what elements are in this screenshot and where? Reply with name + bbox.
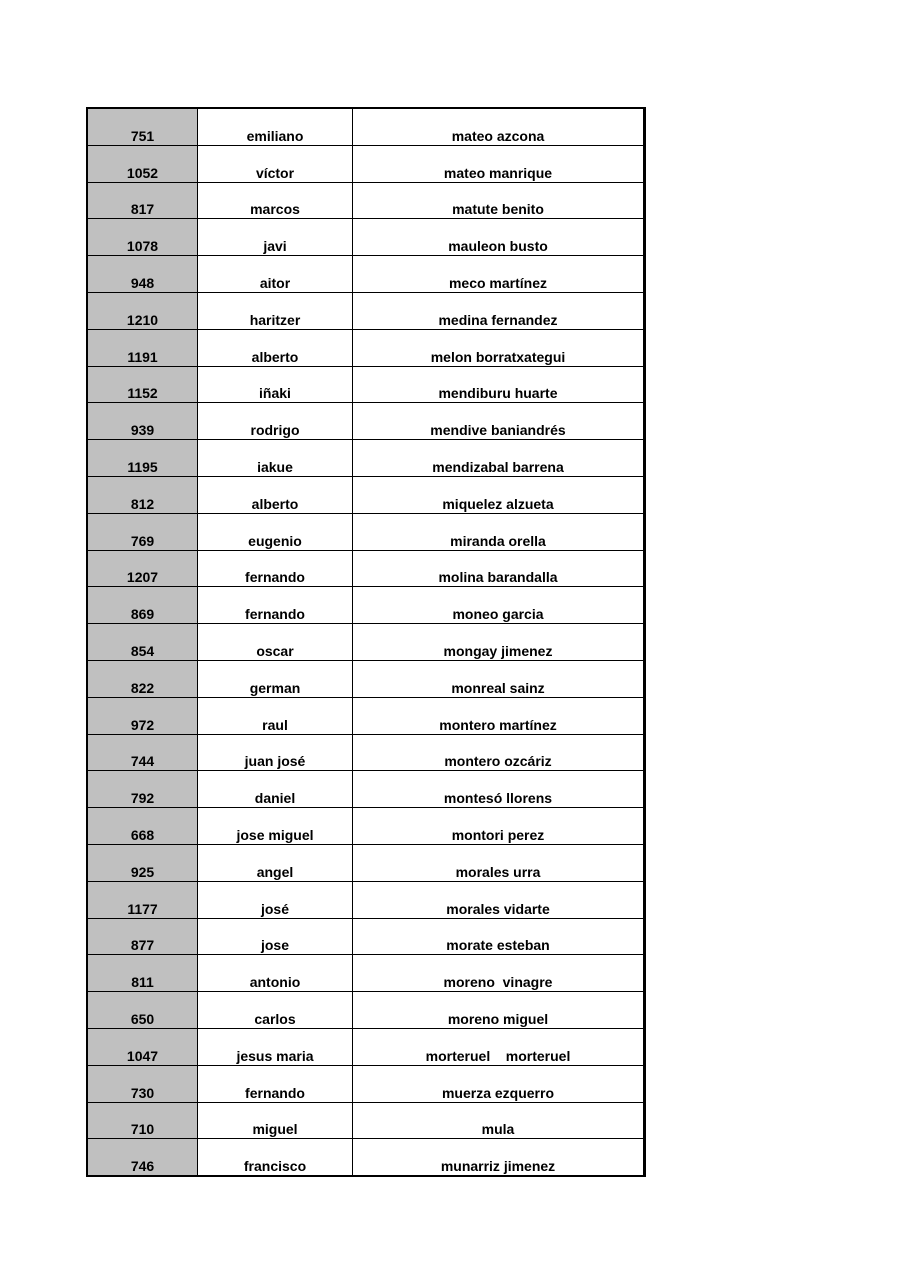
id-cell: 1078: [87, 219, 198, 256]
table-row: [87, 808, 645, 845]
table-row: [87, 513, 645, 550]
last-name-cell: melon borratxategui: [353, 329, 645, 366]
id-cell: 822: [87, 660, 198, 697]
table-row: [87, 992, 645, 1029]
first-name-cell: jose miguel: [198, 808, 353, 845]
last-name-cell: matute benito: [353, 182, 645, 219]
id-cell: 869: [87, 587, 198, 624]
last-name-cell: morales vidarte: [353, 881, 645, 918]
last-name-cell: mendiburu huarte: [353, 366, 645, 403]
id-cell: 972: [87, 697, 198, 734]
first-name-cell: raul: [198, 697, 353, 734]
table-row: [87, 660, 645, 697]
last-name-cell: mula: [353, 1102, 645, 1139]
first-name-cell: marcos: [198, 182, 353, 219]
last-name-cell: morales urra: [353, 844, 645, 881]
table-row: [87, 403, 645, 440]
id-cell: 948: [87, 256, 198, 293]
table-row: [87, 476, 645, 513]
id-cell: 925: [87, 844, 198, 881]
table-row: [87, 624, 645, 661]
table-row: [87, 587, 645, 624]
first-name-cell: oscar: [198, 624, 353, 661]
id-cell: 1047: [87, 1028, 198, 1065]
last-name-cell: munarriz jimenez: [353, 1139, 645, 1176]
first-name-cell: jesus maria: [198, 1028, 353, 1065]
table-row: [87, 366, 645, 403]
last-name-cell: meco martínez: [353, 256, 645, 293]
id-cell: 730: [87, 1065, 198, 1102]
table-row: [87, 734, 645, 771]
first-name-cell: iakue: [198, 440, 353, 477]
last-name-cell: medina fernandez: [353, 292, 645, 329]
first-name-cell: jose: [198, 918, 353, 955]
first-name-cell: iñaki: [198, 366, 353, 403]
first-name-cell: fernando: [198, 550, 353, 587]
table-row: [87, 108, 645, 145]
first-name-cell: miguel: [198, 1102, 353, 1139]
id-cell: 854: [87, 624, 198, 661]
first-name-cell: carlos: [198, 992, 353, 1029]
first-name-cell: haritzer: [198, 292, 353, 329]
id-cell: 744: [87, 734, 198, 771]
first-name-cell: rodrigo: [198, 403, 353, 440]
table-row: [87, 881, 645, 918]
table-row: [87, 771, 645, 808]
id-cell: 817: [87, 182, 198, 219]
first-name-cell: eugenio: [198, 513, 353, 550]
first-name-cell: alberto: [198, 329, 353, 366]
last-name-cell: montori perez: [353, 808, 645, 845]
table-row: [87, 550, 645, 587]
first-name-cell: josé: [198, 881, 353, 918]
first-name-cell: juan josé: [198, 734, 353, 771]
id-cell: 746: [87, 1139, 198, 1176]
table-row: [87, 329, 645, 366]
table-row: [87, 844, 645, 881]
table-row: [87, 1139, 645, 1176]
last-name-cell: miranda orella: [353, 513, 645, 550]
last-name-cell: mendive baniandrés: [353, 403, 645, 440]
last-name-cell: molina barandalla: [353, 550, 645, 587]
roster-table: [86, 107, 646, 1177]
first-name-cell: fernando: [198, 1065, 353, 1102]
first-name-cell: víctor: [198, 145, 353, 182]
id-cell: 877: [87, 918, 198, 955]
table-row: [87, 440, 645, 477]
table-row: [87, 918, 645, 955]
last-name-cell: monreal sainz: [353, 660, 645, 697]
first-name-cell: alberto: [198, 476, 353, 513]
roster-body: [87, 108, 645, 1176]
last-name-cell: mateo azcona: [353, 108, 645, 145]
first-name-cell: fernando: [198, 587, 353, 624]
table-row: [87, 292, 645, 329]
table-row: [87, 1065, 645, 1102]
last-name-cell: miquelez alzueta: [353, 476, 645, 513]
last-name-cell: moreno miguel: [353, 992, 645, 1029]
id-cell: 751: [87, 108, 198, 145]
last-name-cell: morteruel morteruel: [353, 1028, 645, 1065]
id-cell: 650: [87, 992, 198, 1029]
id-cell: 1052: [87, 145, 198, 182]
last-name-cell: montesó llorens: [353, 771, 645, 808]
table-row: [87, 182, 645, 219]
table-row: [87, 955, 645, 992]
id-cell: 939: [87, 403, 198, 440]
last-name-cell: mongay jimenez: [353, 624, 645, 661]
first-name-cell: antonio: [198, 955, 353, 992]
table-row: [87, 145, 645, 182]
table-row: [87, 1028, 645, 1065]
last-name-cell: moreno vinagre: [353, 955, 645, 992]
id-cell: 811: [87, 955, 198, 992]
id-cell: 1207: [87, 550, 198, 587]
last-name-cell: moneo garcia: [353, 587, 645, 624]
last-name-cell: mateo manrique: [353, 145, 645, 182]
last-name-cell: mauleon busto: [353, 219, 645, 256]
table-row: [87, 256, 645, 293]
first-name-cell: german: [198, 660, 353, 697]
last-name-cell: montero martínez: [353, 697, 645, 734]
id-cell: 1195: [87, 440, 198, 477]
id-cell: 668: [87, 808, 198, 845]
last-name-cell: morate esteban: [353, 918, 645, 955]
first-name-cell: aitor: [198, 256, 353, 293]
table-row: [87, 1102, 645, 1139]
first-name-cell: emiliano: [198, 108, 353, 145]
first-name-cell: daniel: [198, 771, 353, 808]
table-row: [87, 697, 645, 734]
id-cell: 1191: [87, 329, 198, 366]
id-cell: 792: [87, 771, 198, 808]
first-name-cell: angel: [198, 844, 353, 881]
last-name-cell: muerza ezquerro: [353, 1065, 645, 1102]
last-name-cell: montero ozcáriz: [353, 734, 645, 771]
id-cell: 710: [87, 1102, 198, 1139]
id-cell: 769: [87, 513, 198, 550]
last-name-cell: mendizabal barrena: [353, 440, 645, 477]
id-cell: 1152: [87, 366, 198, 403]
first-name-cell: javi: [198, 219, 353, 256]
first-name-cell: francisco: [198, 1139, 353, 1176]
id-cell: 1177: [87, 881, 198, 918]
table-row: [87, 219, 645, 256]
id-cell: 1210: [87, 292, 198, 329]
id-cell: 812: [87, 476, 198, 513]
